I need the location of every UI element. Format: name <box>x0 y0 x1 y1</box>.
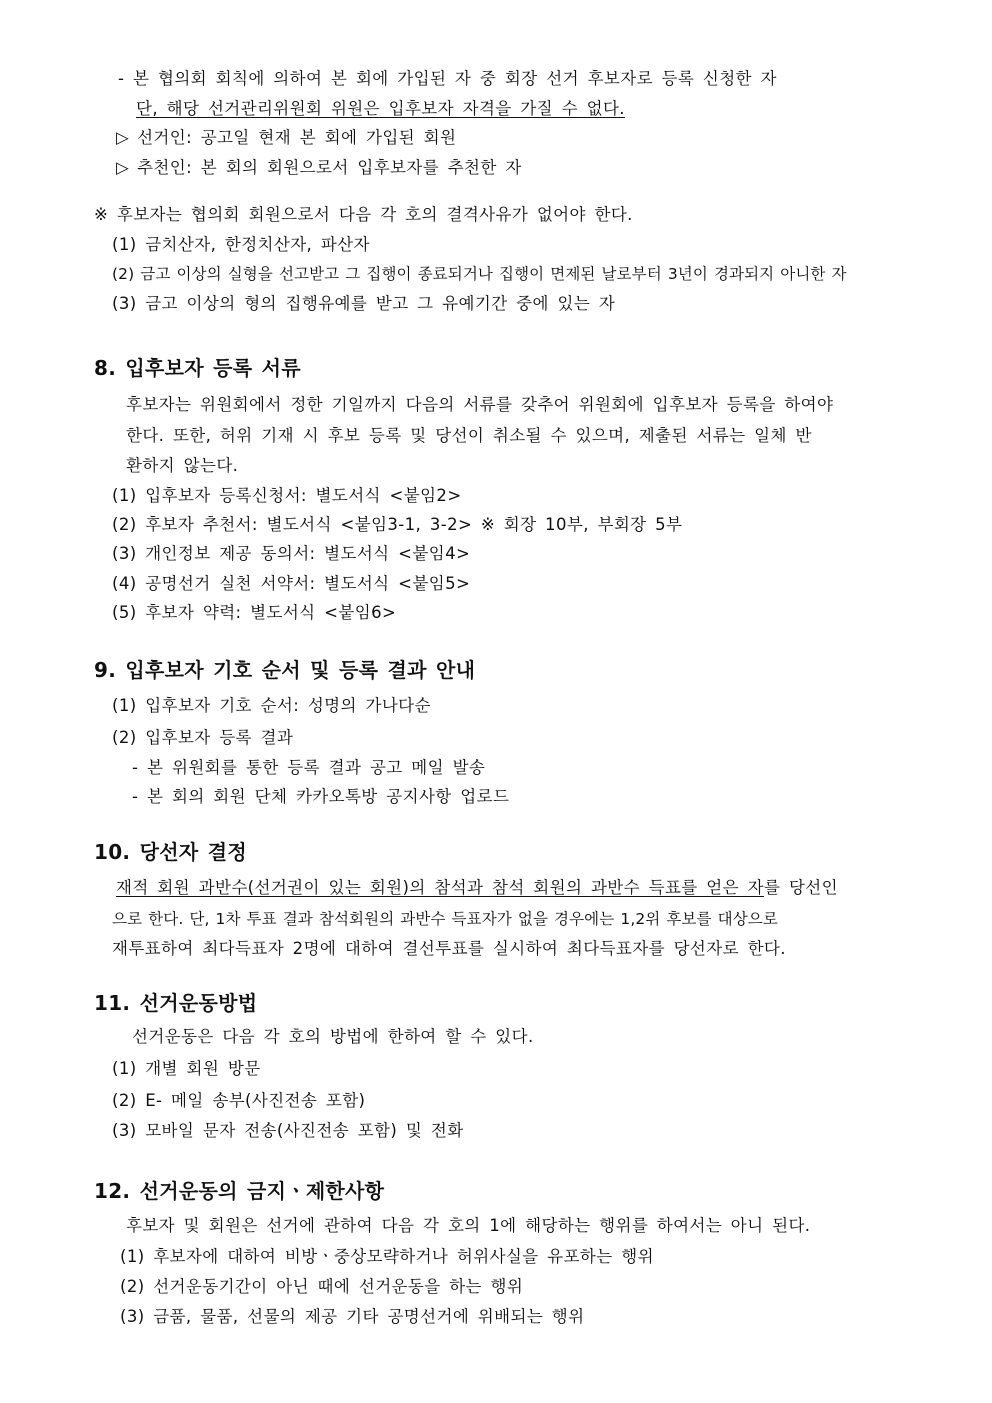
recommender-line <box>116 157 522 179</box>
section-8-paragraph-line: 후보자는 위원회에서 정한 기일까지 다음의 서류를 갖추어 위원회에 입후보자 등록을 하여야 <box>126 395 834 414</box>
section-9-item: (1) 입후보자 기호 순서: 성명의 가나다순 <box>112 696 431 715</box>
candidate-line: - 본 협의회 회칙에 의하여 본 회에 가입된 자 중 회장 선거 후보자로 등록 신청한 자 <box>118 69 777 88</box>
section-8-item: (5) 후보자 약력: 별도서식 <붙임6> <box>112 603 397 622</box>
section-12-item: (2) 선거운동기간이 아닌 때에 선거운동을 하는 행위 <box>120 1277 524 1296</box>
section-12-item: (3) 금품, 물품, 선물의 제공 기타 공명선거에 위배되는 행위 <box>120 1307 585 1326</box>
recommender-text: 추천인: 본 회의 회원으로서 입후보자를 추천한 자 <box>137 158 522 177</box>
section-11-item: (2) E- 메일 송부(사진전송 포함) <box>112 1091 366 1110</box>
voter-text: 선거인: 공고일 현재 본 회에 가입된 회원 <box>137 128 457 147</box>
voter-line <box>116 127 456 149</box>
candidate-exception: 단, 해당 선거관리위원회 위원은 입후보자 자격을 가질 수 없다. <box>136 99 625 118</box>
section-9-title: 9. 입후보자 기호 순서 및 등록 결과 안내 <box>94 658 476 682</box>
section-8-item: (3) 개인정보 제공 동의서: 별도서식 <붙임4> <box>112 544 471 563</box>
disqualification-note: ※ 후보자는 협의회 회원으로서 다음 각 호의 결격사유가 없어야 한다. <box>94 205 633 224</box>
section-10-underlined-text: 재적 회원 과반수(선거권이 있는 회원)의 참석과 참석 회원의 과반수 득표를 얻은 자 <box>116 878 764 897</box>
section-12-item: (1) 후보자에 대하여 비방ㆍ중상모략하거나 허위사실을 유포하는 행위 <box>120 1247 654 1266</box>
section-9-subitem: - 본 회의 회원 단체 카카오톡방 공지사항 업로드 <box>132 787 510 806</box>
section-10-text: 를 당선인 <box>763 878 838 897</box>
section-11-item: (3) 모바일 문자 전송(사진전송 포함) 및 전화 <box>112 1121 464 1140</box>
disqualification-item: (1) 금치산자, 한정치산자, 파산자 <box>112 235 370 254</box>
section-10-paragraph-line <box>116 877 838 899</box>
section-8-item: (1) 입후보자 등록신청서: 별도서식 <붙임2> <box>112 486 462 505</box>
section-8-item: (4) 공명선거 실천 서약서: 별도서식 <붙임5> <box>112 574 471 593</box>
section-10-title: 10. 당선자 결정 <box>94 840 247 864</box>
triangle-bullet-icon: ▷ <box>116 128 130 147</box>
disqualification-item: (2) 금고 이상의 실형을 선고받고 그 집행이 종료되거나 집행이 면제된 날로부터 3년이 경과되지 아니한 자 <box>112 265 847 283</box>
section-11-item: (1) 개별 회원 방문 <box>112 1059 261 1078</box>
triangle-bullet-icon: ▷ <box>116 158 130 177</box>
section-9-item: (2) 입후보자 등록 결과 <box>112 728 294 747</box>
section-8-paragraph-line: 한다. 또한, 허위 기재 시 후보 등록 및 당선이 취소될 수 있으며, 제출된 서류는 일체 반 <box>126 426 812 445</box>
section-8-title: 8. 입후보자 등록 서류 <box>94 356 301 380</box>
section-12-intro: 후보자 및 회원은 선거에 관하여 다음 각 호의 1에 해당하는 행위를 하여서는 아니 된다. <box>126 1216 811 1235</box>
section-8-item: (2) 후보자 추천서: 별도서식 <붙임3-1, 3-2> ※ 회장 10부, 부회장 5부 <box>112 515 683 534</box>
section-8-paragraph-line: 환하지 않는다. <box>126 456 239 475</box>
section-11-intro: 선거운동은 다음 각 호의 방법에 한하여 할 수 있다. <box>132 1027 534 1046</box>
section-12-title: 12. 선거운동의 금지ㆍ제한사항 <box>94 1179 385 1203</box>
section-11-title: 11. 선거운동방법 <box>94 991 258 1015</box>
disqualification-item: (3) 금고 이상의 형의 집행유예를 받고 그 유예기간 중에 있는 자 <box>112 294 616 313</box>
section-10-paragraph-line: 재투표하여 최다득표자 2명에 대하여 결선투표를 실시하여 최다득표자를 당선자로 한다. <box>112 939 786 958</box>
section-9-subitem: - 본 위원회를 통한 등록 결과 공고 메일 발송 <box>132 758 486 777</box>
section-10-paragraph-line: 으로 한다. 단, 1차 투표 결과 참석회원의 과반수 득표자가 없을 경우에는 1,2위 후보를 대상으로 <box>112 910 778 928</box>
